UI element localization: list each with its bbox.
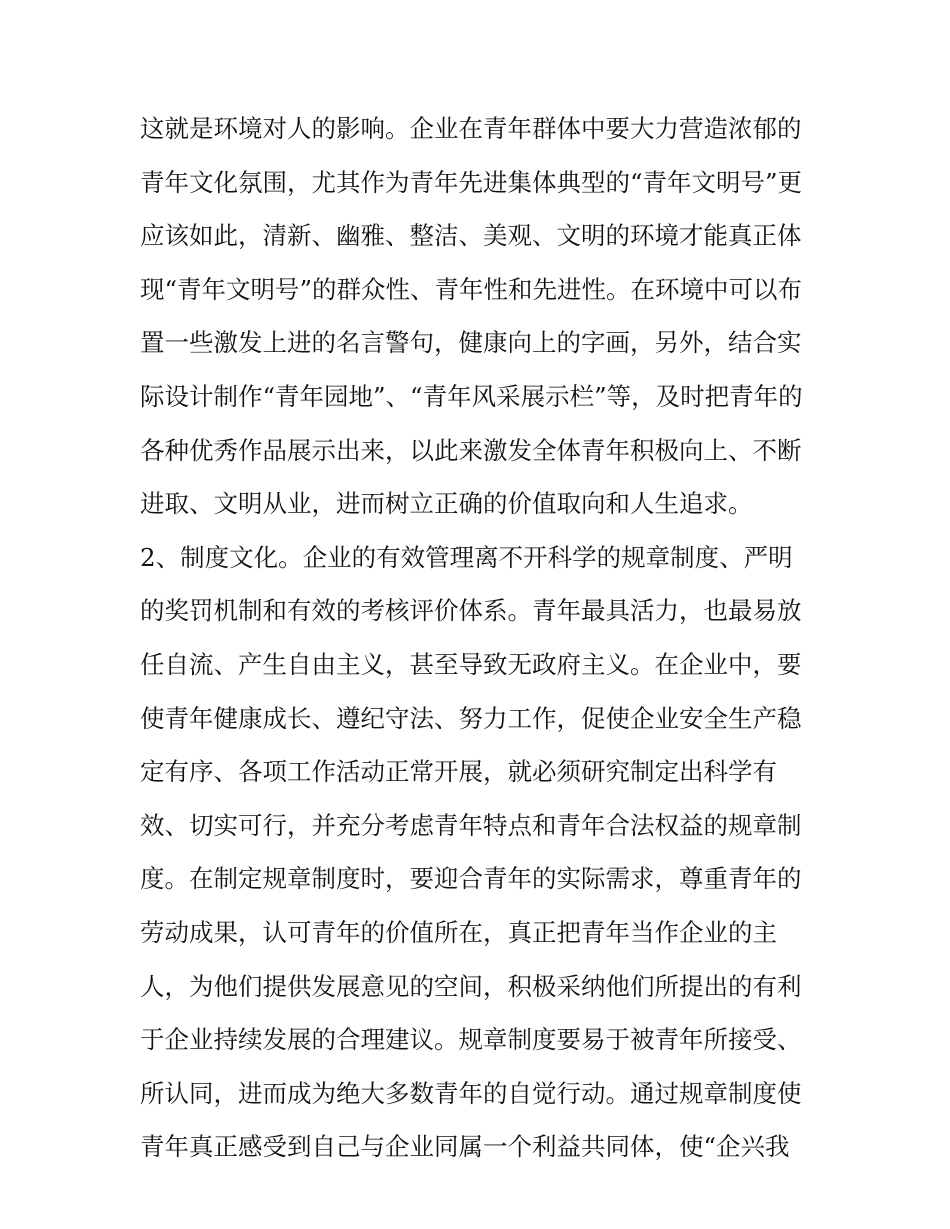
- text-line: 使青年健康成长、遵纪守法、努力工作，促使企业安全生产稳: [140, 703, 802, 733]
- text-line: 的奖罚机制和有效的考核评价体系。青年最具活力，也最易放: [140, 596, 802, 626]
- text-line: 置一些激发上进的名言警句，健康向上的字画，另外，结合实: [140, 328, 802, 358]
- text-line: 于企业持续发展的合理建议。规章制度要易于被青年所接受、: [140, 1025, 802, 1055]
- text-line: 任自流、产生自由主义，甚至导致无政府主义。在企业中，要: [140, 649, 802, 679]
- text-line: 所认同，进而成为绝大多数青年的自觉行动。通过规章制度使: [140, 1078, 802, 1108]
- body-text: [140, 102, 820, 1174]
- text-line: 劳动成果，认可青年的价值所在，真正把青年当作企业的主: [140, 917, 777, 947]
- text-line: 应该如此，清新、幽雅、整洁、美观、文明的环境才能真正体: [140, 221, 802, 251]
- text-line: 进取、文明从业，进而树立正确的价值取向和人生追求。: [140, 489, 753, 519]
- text-line: 2、制度文化。企业的有效管理离不开科学的规章制度、严明: [140, 542, 793, 572]
- text-line: 效、切实可行，并充分考虑青年特点和青年合法权益的规章制: [140, 810, 802, 840]
- text-line: 定有序、各项工作活动正常开展，就必须研究制定出科学有: [140, 757, 777, 787]
- text-line: 这就是环境对人的影响。企业在青年群体中要大力营造浓郁的: [140, 114, 802, 143]
- text-line: 际设计制作“青年园地”、“青年风采展示栏”等，及时把青年的: [140, 381, 803, 411]
- text-line: 现“青年文明号”的群众性、青年性和先进性。在环境中可以布: [140, 274, 803, 304]
- text-line: 度。在制定规章制度时，要迎合青年的实际需求，尊重青年的: [140, 864, 802, 894]
- text-line: 人，为他们提供发展意见的空间，积极采纳他们所提出的有利: [140, 971, 802, 1001]
- text-line: 青年文化氛围，尤其作为青年先进集体典型的“青年文明号”更: [140, 167, 803, 197]
- text-line: 青年真正感受到自己与企业同属一个利益共同体，使“企兴我: [140, 1132, 790, 1162]
- text-line: 各种优秀作品展示出来，以此来激发全体青年积极向上、不断: [140, 435, 802, 465]
